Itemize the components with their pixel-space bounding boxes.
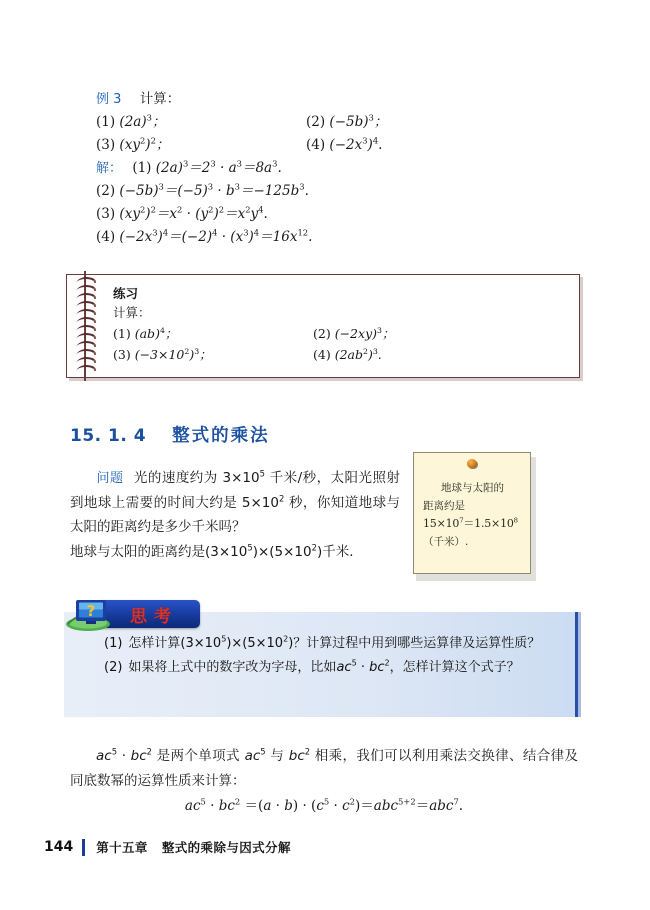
section-number: 15. 1. 4 — [70, 426, 147, 446]
think-item-number: (1) — [104, 636, 123, 651]
solution-number: (2) — [96, 183, 116, 199]
practice-problem-2 — [313, 323, 569, 344]
page-number: 144 — [44, 839, 74, 855]
spiral-binding-icon — [75, 271, 105, 381]
practice-problem-row — [113, 323, 569, 344]
problem-number: (4) — [306, 137, 326, 153]
solution-row-4 — [96, 226, 566, 249]
problem-expression: $(-5b)^3$； — [329, 112, 388, 130]
example-problem-4 — [306, 134, 566, 157]
problem-expression: $(2a)^3$； — [119, 112, 166, 130]
solution-row-1 — [96, 157, 566, 180]
practice-problem-1 — [113, 323, 313, 344]
problem-number: (2) — [306, 114, 326, 130]
example-problem-2 — [306, 111, 566, 134]
sticky-line-4: （千米）. — [423, 536, 469, 548]
solution-row-2 — [96, 180, 566, 203]
pushpin-icon — [467, 459, 477, 468]
practice-title: 练习 — [113, 286, 139, 301]
solution-expression: $(xy^2)^2=x^2 \cdot (y^2)^2=x^2y^4$. — [119, 204, 268, 222]
practice-content — [113, 284, 569, 365]
problem-text: 光的速度约为 $3\times 10^5$ 千米/秒，太阳光照射到地球上需要的时间大约是 $5\times 10^2$ 秒，你知道地球与太阳的距离约是多少千米吗？ — [70, 468, 401, 535]
sticky-line-3: $15\times 10^7=1.5\times 10^8$ — [423, 516, 518, 530]
problem-number: (4) — [313, 347, 331, 362]
think-item-2 — [78, 656, 558, 680]
solution-row-3 — [96, 203, 566, 226]
page-footer — [44, 836, 291, 858]
closing-text: $ac^5 \cdot bc^2$ 是两个单项式 $ac^5$ 与 $bc^2$ 相乘，我们可以利用乘法交换律、结合律及同底数幂的运算性质来计算： — [70, 746, 578, 789]
problem-expression: $(-3\times 10^2)^3$； — [134, 346, 212, 362]
problem-number: (2) — [313, 326, 331, 341]
problem-expression: $(xy^2)^2$； — [119, 135, 170, 153]
problem-expression: (ab)$^4$； — [134, 325, 178, 341]
problem-expression: $(-2x^3)^4$. — [329, 135, 383, 153]
example-problem-3 — [96, 134, 306, 157]
problem-expression: $(2ab^2)^3$. — [334, 346, 382, 362]
solution-number: (1) — [132, 160, 152, 176]
problem-answer-paragraph — [70, 540, 410, 564]
problem-number: (1) — [113, 326, 131, 341]
practice-problem-4 — [313, 344, 569, 365]
think-item-text: 如果将上式中的数字改为字母，比如$ac^5 \cdot bc^2$，怎样计算这个式子？ — [128, 658, 520, 675]
footer-divider — [82, 839, 85, 856]
problem-number: (3) — [96, 137, 116, 153]
solution-number: (4) — [96, 229, 116, 245]
problem-number: (1) — [96, 114, 116, 130]
section-title: 整式的乘法 — [172, 426, 270, 446]
solution-expression: $(-5b)^3=(-5)^3 \cdot b^3=-125b^3$. — [119, 181, 309, 199]
solution-number: (3) — [96, 206, 116, 222]
solution-expression: $(2a)^3=2^3 \cdot a^3=8a^3$. — [155, 158, 282, 176]
sticky-note-text — [423, 479, 525, 551]
problem-label: 问题 — [96, 471, 124, 486]
problem-expression: $(-2xy)^3$； — [334, 325, 395, 341]
practice-subtitle: 计算： — [113, 305, 151, 320]
example-problem-row — [96, 134, 566, 157]
practice-problem-3 — [113, 344, 313, 365]
example-heading — [96, 88, 566, 111]
think-badge-label: 思考 — [130, 607, 178, 627]
footer-chapter: 第十五章 整式的乘除与因式分解 — [96, 840, 291, 855]
practice-box — [66, 274, 580, 378]
sticky-note — [413, 452, 535, 580]
closing-paragraph — [70, 744, 578, 794]
think-item-text: 怎样计算$(3\times 10^5)\times(5\times 10^2)$？计算过程中用到哪些运算律及运算性质？ — [128, 634, 541, 651]
example-block — [96, 88, 566, 249]
sticky-line-2: 距离约是 — [423, 500, 465, 512]
solution-label: 解： — [96, 161, 123, 176]
example-prompt: 计算： — [139, 91, 181, 107]
problem-answer-text: 地球与太阳的距离约是$(3\times 10^5)\times(5\times 10^2)$千米. — [70, 542, 354, 560]
think-item-1 — [78, 632, 558, 656]
sticky-note-body — [413, 452, 531, 574]
section-heading — [70, 422, 270, 447]
svg-text:?: ? — [86, 602, 96, 620]
think-content — [78, 632, 558, 680]
example-problem-row — [96, 111, 566, 134]
think-item-number: (2) — [104, 660, 123, 675]
problem-paragraph — [70, 466, 400, 539]
sticky-line-1: 地球与太阳的 — [441, 482, 504, 494]
solution-expression: $(-2x^3)^4=(-2)^4 \cdot (x^3)^4=16x^{12}$. — [119, 227, 313, 245]
problem-number: (3) — [113, 347, 131, 362]
think-badge — [64, 598, 202, 632]
example-problem-1 — [96, 111, 306, 134]
final-formula: $ac^5 \cdot bc^2 =(a \cdot b) \cdot (c^5 \cdot c^2)=abc^{5+2}=abc^7$. — [184, 796, 464, 814]
practice-problem-row — [113, 344, 569, 365]
example-label: 例 3 — [96, 92, 122, 107]
